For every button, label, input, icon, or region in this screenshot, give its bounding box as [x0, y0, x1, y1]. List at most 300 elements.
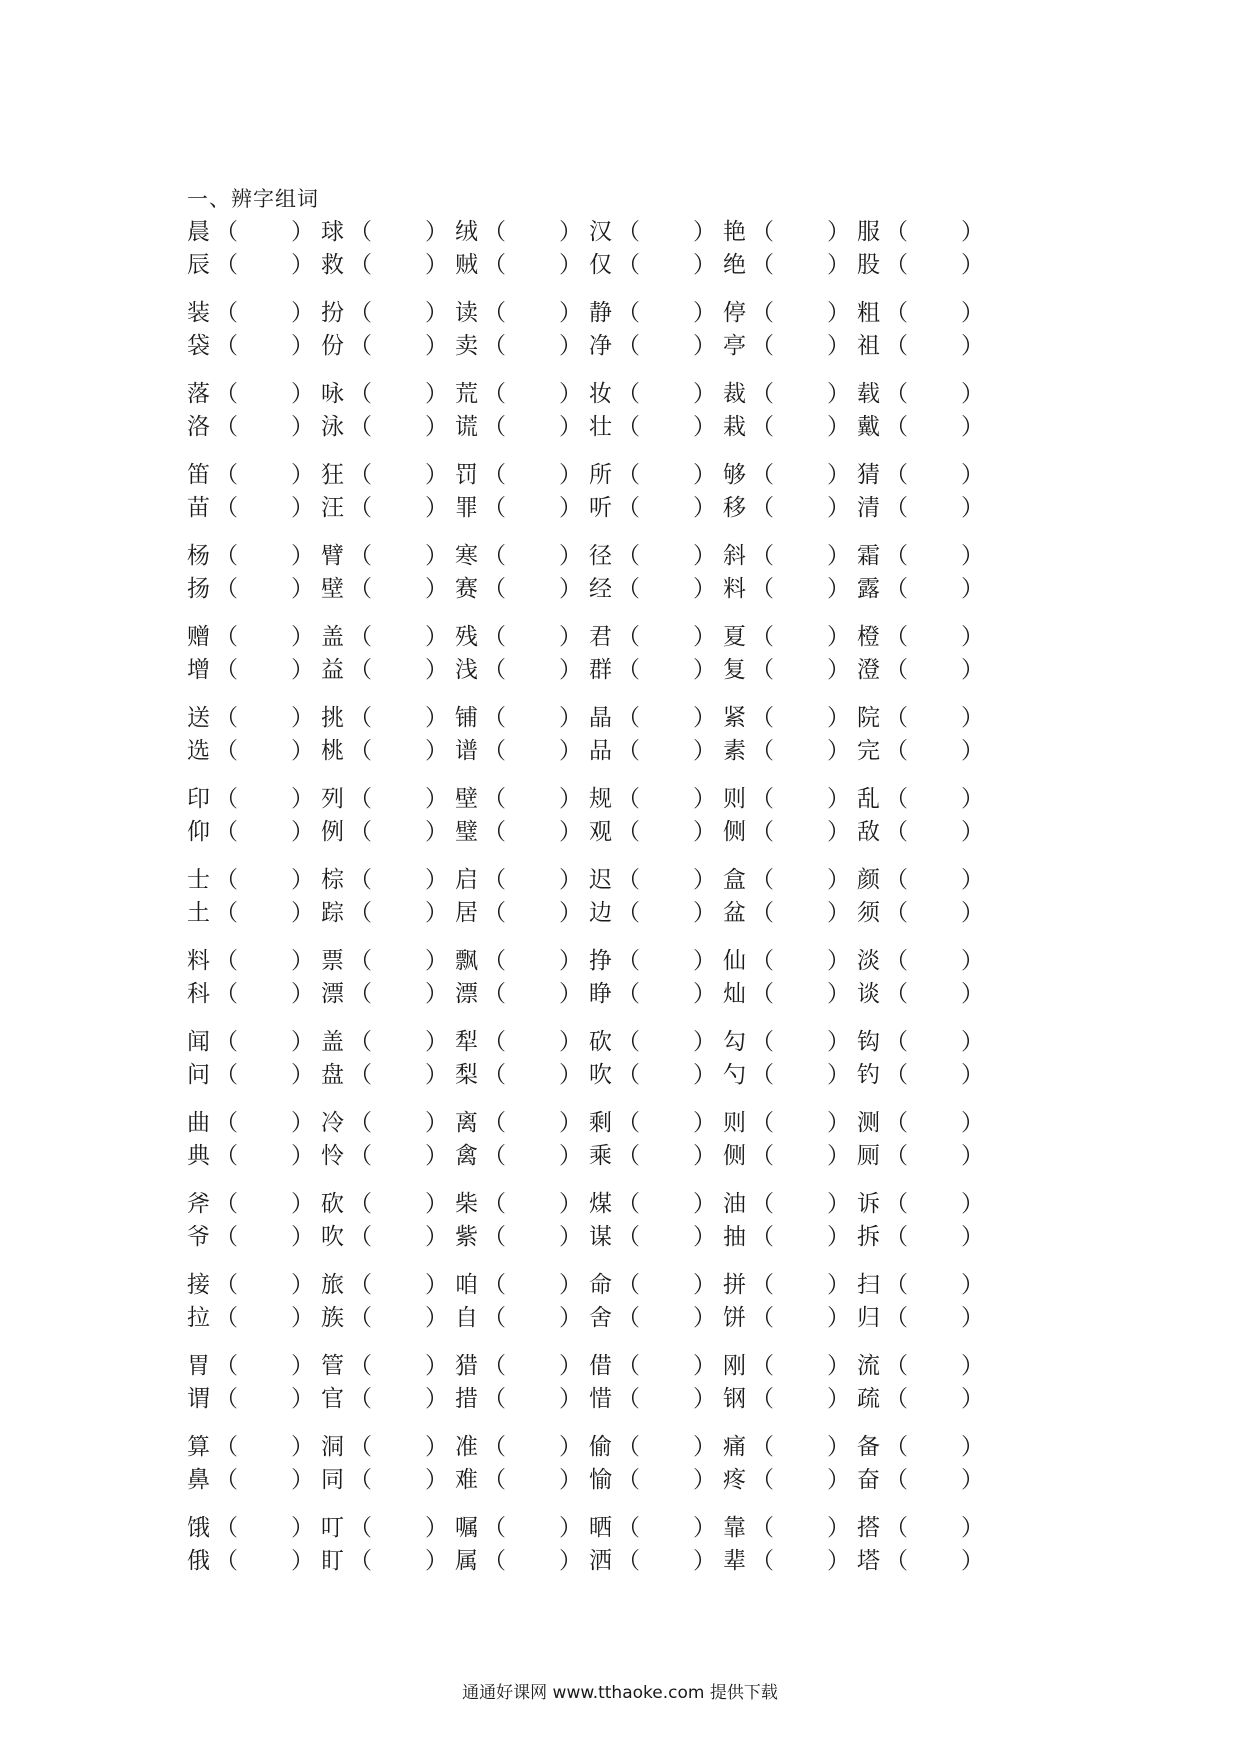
- answer-paren-close: ）: [961, 1467, 984, 1493]
- answer-paren-open: （: [483, 462, 506, 488]
- answer-paren-close: ）: [827, 1272, 850, 1298]
- character-group: [187, 1269, 1067, 1350]
- character-row: [187, 249, 1067, 282]
- answer-paren-close: ）: [693, 252, 716, 278]
- answer-paren-close: ）: [693, 900, 716, 926]
- word-item: [589, 216, 739, 249]
- answer-paren-open: （: [215, 948, 238, 974]
- answer-paren-open: （: [215, 1548, 238, 1574]
- answer-paren-open: （: [483, 543, 506, 569]
- answer-paren-close: ）: [559, 414, 582, 440]
- word-item: [857, 864, 1007, 897]
- answer-paren-close: ）: [425, 900, 448, 926]
- answer-paren-close: ）: [291, 1467, 314, 1493]
- word-item: [589, 492, 739, 525]
- character: 科: [187, 981, 210, 1007]
- word-item: [187, 1107, 337, 1140]
- answer-paren-close: ）: [693, 219, 716, 245]
- answer-paren-open: （: [751, 495, 774, 521]
- answer-paren-close: ）: [827, 1029, 850, 1055]
- answer-paren-open: （: [483, 495, 506, 521]
- answer-paren-close: ）: [559, 252, 582, 278]
- word-item: [857, 1302, 1007, 1335]
- answer-paren-open: （: [349, 657, 372, 683]
- word-item: [589, 249, 739, 282]
- answer-paren-open: （: [483, 1548, 506, 1574]
- answer-paren-open: （: [617, 1191, 640, 1217]
- character: 命: [589, 1272, 612, 1298]
- character: 砍: [321, 1191, 344, 1217]
- character: 饿: [187, 1515, 210, 1541]
- word-item: [589, 1302, 739, 1335]
- character: 勾: [723, 1029, 746, 1055]
- answer-paren-close: ）: [961, 1548, 984, 1574]
- answer-paren-close: ）: [827, 495, 850, 521]
- answer-paren-open: （: [885, 1548, 908, 1574]
- answer-paren-open: （: [885, 624, 908, 650]
- answer-paren-open: （: [885, 705, 908, 731]
- word-item: [589, 1431, 739, 1464]
- answer-paren-close: ）: [827, 1386, 850, 1412]
- word-item: [187, 654, 337, 687]
- character: 盒: [723, 867, 746, 893]
- answer-paren-open: （: [483, 1191, 506, 1217]
- character: 径: [589, 543, 612, 569]
- answer-paren-close: ）: [827, 1467, 850, 1493]
- answer-paren-open: （: [751, 381, 774, 407]
- character-row: [187, 783, 1067, 816]
- word-item: [857, 216, 1007, 249]
- section-heading: 一、辨字组词: [187, 187, 319, 211]
- answer-paren-close: ）: [827, 786, 850, 812]
- word-item: [455, 1431, 605, 1464]
- character-row: [187, 654, 1067, 687]
- character: 印: [187, 786, 210, 812]
- answer-paren-open: （: [349, 1143, 372, 1169]
- character: 谱: [455, 738, 478, 764]
- word-item: [187, 378, 337, 411]
- character-row: [187, 1545, 1067, 1578]
- character: 亭: [723, 333, 746, 359]
- character: 送: [187, 705, 210, 731]
- answer-paren-close: ）: [425, 1110, 448, 1136]
- answer-paren-close: ）: [827, 333, 850, 359]
- answer-paren-open: （: [349, 1224, 372, 1250]
- answer-paren-open: （: [215, 1272, 238, 1298]
- answer-paren-open: （: [751, 414, 774, 440]
- character: 怜: [321, 1143, 344, 1169]
- answer-paren-close: ）: [425, 867, 448, 893]
- character: 璧: [455, 819, 478, 845]
- answer-paren-close: ）: [693, 1467, 716, 1493]
- character: 钓: [857, 1062, 880, 1088]
- word-item: [589, 1140, 739, 1173]
- character: 罪: [455, 495, 478, 521]
- answer-paren-open: （: [349, 252, 372, 278]
- answer-paren-open: （: [751, 1353, 774, 1379]
- character: 停: [723, 300, 746, 326]
- word-item: [187, 1350, 337, 1383]
- answer-paren-close: ）: [961, 1515, 984, 1541]
- word-item: [589, 1545, 739, 1578]
- answer-paren-close: ）: [425, 219, 448, 245]
- character: 完: [857, 738, 880, 764]
- character: 卖: [455, 333, 478, 359]
- character: 晒: [589, 1515, 612, 1541]
- answer-paren-close: ）: [291, 1191, 314, 1217]
- word-item: [857, 1350, 1007, 1383]
- answer-paren-open: （: [483, 1353, 506, 1379]
- word-item: [857, 978, 1007, 1011]
- answer-paren-close: ）: [425, 414, 448, 440]
- answer-paren-open: （: [751, 252, 774, 278]
- character: 闻: [187, 1029, 210, 1055]
- answer-paren-close: ）: [827, 1224, 850, 1250]
- answer-paren-close: ）: [693, 381, 716, 407]
- answer-paren-close: ）: [291, 414, 314, 440]
- character: 股: [857, 252, 880, 278]
- answer-paren-open: （: [349, 1515, 372, 1541]
- answer-paren-close: ）: [961, 1143, 984, 1169]
- word-item: [857, 411, 1007, 444]
- answer-paren-open: （: [885, 1305, 908, 1331]
- character-row: [187, 945, 1067, 978]
- character: 移: [723, 495, 746, 521]
- character-group: [187, 1026, 1067, 1107]
- answer-paren-open: （: [215, 414, 238, 440]
- word-item: [321, 702, 471, 735]
- answer-paren-open: （: [751, 300, 774, 326]
- word-item: [723, 540, 873, 573]
- answer-paren-open: （: [617, 819, 640, 845]
- character: 盖: [321, 1029, 344, 1055]
- word-item: [187, 978, 337, 1011]
- word-item: [455, 816, 605, 849]
- answer-paren-open: （: [885, 786, 908, 812]
- answer-paren-open: （: [349, 495, 372, 521]
- character: 旅: [321, 1272, 344, 1298]
- word-item: [723, 216, 873, 249]
- word-item: [455, 978, 605, 1011]
- character: 仰: [187, 819, 210, 845]
- answer-paren-open: （: [751, 705, 774, 731]
- answer-paren-open: （: [215, 1515, 238, 1541]
- character-row: [187, 573, 1067, 606]
- answer-paren-open: （: [751, 576, 774, 602]
- answer-paren-close: ）: [827, 900, 850, 926]
- answer-paren-close: ）: [827, 867, 850, 893]
- word-item: [321, 297, 471, 330]
- answer-paren-open: （: [349, 705, 372, 731]
- word-item: [187, 540, 337, 573]
- character: 紫: [455, 1224, 478, 1250]
- word-item: [723, 1269, 873, 1302]
- character: 戴: [857, 414, 880, 440]
- answer-paren-open: （: [215, 576, 238, 602]
- answer-paren-open: （: [751, 1143, 774, 1169]
- character: 苗: [187, 495, 210, 521]
- character: 油: [723, 1191, 746, 1217]
- answer-paren-close: ）: [425, 543, 448, 569]
- answer-paren-open: （: [349, 738, 372, 764]
- word-item: [321, 945, 471, 978]
- word-item: [723, 945, 873, 978]
- answer-paren-close: ）: [961, 819, 984, 845]
- answer-paren-close: ）: [559, 981, 582, 1007]
- answer-paren-close: ）: [425, 738, 448, 764]
- character: 荒: [455, 381, 478, 407]
- word-item: [455, 573, 605, 606]
- answer-paren-close: ）: [827, 1548, 850, 1574]
- answer-paren-close: ）: [693, 786, 716, 812]
- character: 士: [187, 867, 210, 893]
- answer-paren-open: （: [215, 1062, 238, 1088]
- answer-paren-close: ）: [291, 948, 314, 974]
- answer-paren-close: ）: [559, 1386, 582, 1412]
- answer-paren-open: （: [215, 333, 238, 359]
- character: 品: [589, 738, 612, 764]
- character: 盘: [321, 1062, 344, 1088]
- word-item: [187, 1431, 337, 1464]
- character-row: [187, 735, 1067, 768]
- answer-paren-open: （: [349, 462, 372, 488]
- answer-paren-close: ）: [827, 252, 850, 278]
- character: 份: [321, 333, 344, 359]
- character: 则: [723, 1110, 746, 1136]
- word-item: [857, 1188, 1007, 1221]
- answer-paren-open: （: [349, 1029, 372, 1055]
- character: 壁: [455, 786, 478, 812]
- character: 管: [321, 1353, 344, 1379]
- character-row: [187, 1269, 1067, 1302]
- answer-paren-close: ）: [827, 1515, 850, 1541]
- word-item: [455, 1059, 605, 1092]
- character: 离: [455, 1110, 478, 1136]
- answer-paren-close: ）: [559, 705, 582, 731]
- answer-paren-close: ）: [961, 1386, 984, 1412]
- word-item: [723, 1431, 873, 1464]
- character: 土: [187, 900, 210, 926]
- word-item: [321, 654, 471, 687]
- character: 淡: [857, 948, 880, 974]
- answer-paren-close: ）: [559, 900, 582, 926]
- answer-paren-open: （: [483, 576, 506, 602]
- answer-paren-open: （: [617, 786, 640, 812]
- answer-paren-close: ）: [827, 1143, 850, 1169]
- character: 绒: [455, 219, 478, 245]
- character: 族: [321, 1305, 344, 1331]
- character: 饼: [723, 1305, 746, 1331]
- answer-paren-open: （: [885, 381, 908, 407]
- answer-paren-close: ）: [693, 867, 716, 893]
- answer-paren-close: ）: [827, 819, 850, 845]
- word-item: [723, 1302, 873, 1335]
- answer-paren-open: （: [483, 1029, 506, 1055]
- word-item: [187, 459, 337, 492]
- answer-paren-open: （: [617, 333, 640, 359]
- character: 规: [589, 786, 612, 812]
- answer-paren-close: ）: [425, 1029, 448, 1055]
- character: 侧: [723, 819, 746, 845]
- answer-paren-close: ）: [827, 543, 850, 569]
- answer-paren-open: （: [885, 462, 908, 488]
- character-row: [187, 378, 1067, 411]
- character: 属: [455, 1548, 478, 1574]
- character: 典: [187, 1143, 210, 1169]
- answer-paren-open: （: [617, 1515, 640, 1541]
- character-row: [187, 1350, 1067, 1383]
- character: 斧: [187, 1191, 210, 1217]
- character-row: [187, 216, 1067, 249]
- word-item: [187, 783, 337, 816]
- answer-paren-open: （: [751, 1305, 774, 1331]
- word-item: [589, 945, 739, 978]
- word-item: [455, 297, 605, 330]
- word-item: [187, 1302, 337, 1335]
- answer-paren-open: （: [617, 867, 640, 893]
- answer-paren-open: （: [215, 1467, 238, 1493]
- answer-paren-close: ）: [961, 1353, 984, 1379]
- word-item: [589, 1350, 739, 1383]
- word-item: [321, 735, 471, 768]
- word-item: [857, 540, 1007, 573]
- word-item: [589, 621, 739, 654]
- answer-paren-close: ）: [961, 381, 984, 407]
- answer-paren-close: ）: [961, 867, 984, 893]
- character: 乘: [589, 1143, 612, 1169]
- word-item: [589, 297, 739, 330]
- word-item: [723, 573, 873, 606]
- character: 迟: [589, 867, 612, 893]
- answer-paren-open: （: [349, 576, 372, 602]
- word-item: [723, 1140, 873, 1173]
- word-item: [187, 1464, 337, 1497]
- character-row: [187, 1188, 1067, 1221]
- word-item: [723, 411, 873, 444]
- character: 艳: [723, 219, 746, 245]
- word-item: [723, 1545, 873, 1578]
- character: 栽: [723, 414, 746, 440]
- answer-paren-close: ）: [559, 1224, 582, 1250]
- answer-paren-close: ）: [425, 1467, 448, 1493]
- character: 赛: [455, 576, 478, 602]
- word-item: [723, 1026, 873, 1059]
- answer-paren-close: ）: [291, 252, 314, 278]
- character: 壁: [321, 576, 344, 602]
- word-item: [321, 1026, 471, 1059]
- answer-paren-close: ）: [559, 576, 582, 602]
- word-item: [321, 249, 471, 282]
- answer-paren-open: （: [483, 1515, 506, 1541]
- word-item: [857, 330, 1007, 363]
- answer-paren-close: ）: [291, 219, 314, 245]
- character-group: [187, 1350, 1067, 1431]
- word-item: [187, 1512, 337, 1545]
- character: 流: [857, 1353, 880, 1379]
- answer-paren-open: （: [483, 657, 506, 683]
- answer-paren-open: （: [483, 1434, 506, 1460]
- word-item: [455, 216, 605, 249]
- word-item: [589, 864, 739, 897]
- character: 咱: [455, 1272, 478, 1298]
- character: 抽: [723, 1224, 746, 1250]
- character: 咏: [321, 381, 344, 407]
- word-item: [187, 492, 337, 525]
- answer-paren-open: （: [617, 1272, 640, 1298]
- word-item: [455, 1140, 605, 1173]
- word-item: [321, 330, 471, 363]
- word-item: [455, 654, 605, 687]
- word-item: [455, 1350, 605, 1383]
- character: 料: [723, 576, 746, 602]
- answer-paren-open: （: [483, 1305, 506, 1331]
- answer-paren-open: （: [885, 1062, 908, 1088]
- word-item: [187, 621, 337, 654]
- word-item: [857, 1464, 1007, 1497]
- character: 落: [187, 381, 210, 407]
- character: 自: [455, 1305, 478, 1331]
- answer-paren-close: ）: [693, 624, 716, 650]
- word-item: [455, 492, 605, 525]
- answer-paren-open: （: [751, 1272, 774, 1298]
- answer-paren-close: ）: [559, 819, 582, 845]
- word-item: [589, 378, 739, 411]
- word-item: [857, 1059, 1007, 1092]
- answer-paren-open: （: [349, 1353, 372, 1379]
- answer-paren-open: （: [483, 1386, 506, 1412]
- character: 侧: [723, 1143, 746, 1169]
- character: 残: [455, 624, 478, 650]
- answer-paren-open: （: [885, 819, 908, 845]
- character: 够: [723, 462, 746, 488]
- character: 仅: [589, 252, 612, 278]
- answer-paren-close: ）: [827, 1305, 850, 1331]
- answer-paren-close: ）: [559, 1110, 582, 1136]
- answer-paren-close: ）: [559, 1305, 582, 1331]
- answer-paren-close: ）: [961, 948, 984, 974]
- answer-paren-open: （: [349, 1386, 372, 1412]
- character: 贼: [455, 252, 478, 278]
- answer-paren-open: （: [751, 1062, 774, 1088]
- answer-paren-open: （: [617, 543, 640, 569]
- character: 奋: [857, 1467, 880, 1493]
- answer-paren-close: ）: [693, 738, 716, 764]
- answer-paren-open: （: [483, 948, 506, 974]
- word-item: [455, 735, 605, 768]
- answer-paren-close: ）: [559, 786, 582, 812]
- character-row: [187, 1302, 1067, 1335]
- word-item: [455, 411, 605, 444]
- word-item: [321, 1059, 471, 1092]
- character: 舍: [589, 1305, 612, 1331]
- answer-paren-close: ）: [291, 705, 314, 731]
- character: 睁: [589, 981, 612, 1007]
- character-group: [187, 621, 1067, 702]
- answer-paren-close: ）: [291, 1224, 314, 1250]
- answer-paren-close: ）: [425, 300, 448, 326]
- word-item: [723, 1464, 873, 1497]
- character: 漂: [321, 981, 344, 1007]
- answer-paren-close: ）: [961, 981, 984, 1007]
- answer-paren-close: ）: [425, 657, 448, 683]
- answer-paren-open: （: [215, 1434, 238, 1460]
- word-item: [455, 378, 605, 411]
- character: 选: [187, 738, 210, 764]
- answer-paren-close: ）: [291, 543, 314, 569]
- answer-paren-open: （: [349, 1110, 372, 1136]
- character: 问: [187, 1062, 210, 1088]
- answer-paren-close: ）: [425, 1515, 448, 1541]
